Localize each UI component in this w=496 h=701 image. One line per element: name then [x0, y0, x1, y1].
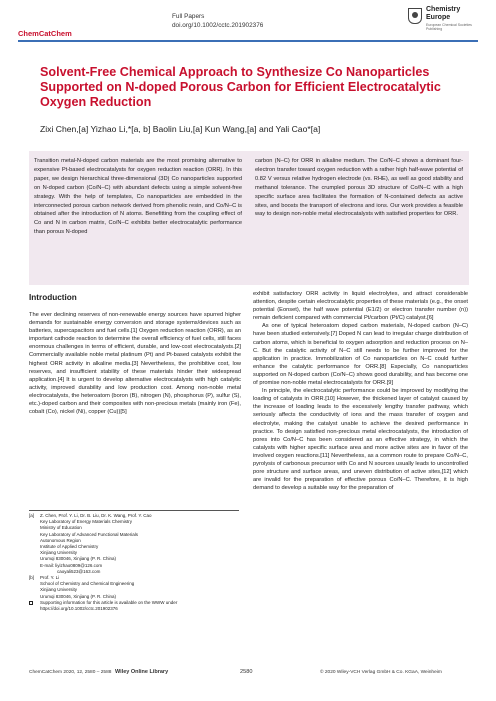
publisher-subtitle: European Chemical Societies Publishing: [426, 23, 472, 32]
publisher-logo: [408, 6, 488, 34]
article-type: Full Papers: [172, 13, 205, 20]
body-paragraph: exhibit satisfactory ORR activity in liquid electrolytes, and attract considerable attention, despite certain electrocatalytic properties of these materials (e.g., the onset potential (Eonset), the half wave potential (E1/2) or electron transfer number (n)) remain deficient compared with commercial Pt/carbon (Pt/C) catalyst.[6]: [253, 291, 468, 322]
journal-name: ChemCatChem: [18, 29, 72, 38]
footnote-a: [a] Z. Chen, Prof. Y. Li, Dr. B. Liu, Dr. K. Wang, Prof. Y. Cao Key Laboratory of Energy Materials Chemistry Ministry of Education Key Laboratory of Advanced Functional Materials Autonomous Region Institute of Applied Chemistry Xinjiang University Urumqi 830046, Xinjiang (P. R. China) E-mail: liyizhao0809@126.com caoyali523@163.com: [29, 513, 152, 574]
article-title: Solvent-Free Chemical Approach to Synthesize Co Nanoparticles Supported on N-doped Porous Carbon for Efficient Electrocatalytic Oxygen Reduction: [40, 65, 441, 109]
body-paragraph: The ever declining reserves of non-renewable energy sources have spurred higher demands for sustainable energy conversion and storage systems/devices such as batteries, supercapacitors and fuel cells.[1] Oxygen reduction reaction (ORR), as an important cathode reaction to determine the overall efficiency of fuel cells, still faces enormous challenges in terms of efficient, durable, and low-cost electrocatalysts.[2] Commercially available noble metal platinum (Pt) and Pt-based catalysts exhibit the highest ORR activity in alkaline media.[3] Nevertheless, the prohibitive cost, low reserves, and insufficient stability of these materials hinder their widespread application.[4] It is urgent to develop alternative electrocatalysts with high catalytic activity, improved durability and low production cost. Among non-noble metal electrocatalysts, the heteroatom (boron (B), nitrogen (N), phosphorus (P), sulfur (S), etc.)-doped carbon and their composites with non-precious metals (mainly iron (Fe), cobalt (Co), nickel (Ni), copper (Cu))[5]: [29, 312, 241, 416]
abstract-right: carbon (N–C) for ORR in alkaline medium. The Co/N–C shows a dominant four-electron transfer toward oxygen reduction with a rather high half-wave potential of 0.82 V versus relative hydrogen electrode (vs. RHE), as well as good stability and methanol tolerance. The crumpled porous 3D structure of Co/N–C with a high specific surface area facilitates the formation of N-contained defects as active sites, and boosts the transport of electrons and ions. Our work provides a feasible way to design non-noble metal electrocatalysts with satisfied properties for ORR.: [255, 158, 463, 218]
supporting-info-link[interactable]: https://doi.org/10.1002/cctc.201902376: [40, 606, 118, 612]
footer-citation: ChemCatChem 2020, 12, 2580 – 2588: [29, 670, 112, 675]
email-link[interactable]: E-mail: liyizhao0809@126.com: [40, 562, 103, 568]
checkbox-icon: [29, 601, 33, 605]
abstract-box: [29, 151, 469, 285]
publisher-name: Chemistry Europe: [426, 6, 461, 21]
footnote-b: [b] Prof. Y. Li School of Chemistry and Chemical Engineering Xinjiang University Urumqi 830046, Xinjiang (P. R. China): [29, 575, 135, 599]
author-list: Zixi Chen,[a] Yizhao Li,*[a, b] Baolin Liu,[a] Kun Wang,[a] and Yali Cao*[a]: [40, 124, 321, 134]
publisher-emblem-icon: [408, 8, 422, 24]
footnote-supporting-info: Supporting information for this article is available on the WWW under https://doi.org/10.1002/cctc.201902376: [29, 600, 241, 612]
page-number: 2580: [240, 669, 253, 675]
footer-wiley-link[interactable]: Wiley Online Library: [115, 669, 169, 675]
doi-link[interactable]: doi.org/10.1002/cctc.201902376: [172, 22, 264, 29]
email-link[interactable]: caoyali523@163.com: [57, 568, 101, 574]
body-column-right: [253, 290, 468, 492]
affiliation-footnotes: [29, 513, 241, 612]
section-heading-introduction: Introduction: [29, 293, 77, 302]
header-rule: [18, 40, 478, 42]
body-paragraph: As one of typical heteroatom doped carbon materials, N-doped carbon (N–C) have been studied extensively.[7] Doped N can lead to irregular charge distribution of carbon atoms, which is beneficial to oxygen adsorption and reduction process on N–C. But the catalytic activity of N–C still needs to be further improved for the application in practice. Immobilization of Co nanoparticles on N–C could further enhance the catalytic performance for ORR.[8] Especially, Co nanoparticles supported on N-doped carbon (Co/N–C) shows good durability, and has become one of promise non-noble metal electrocatalysts for ORR.[9]: [253, 323, 468, 387]
article-meta: [172, 12, 263, 30]
body-column-left: [29, 311, 241, 416]
footer-copyright: © 2020 Wiley-VCH Verlag GmbH & Co. KGaA, Weinheim: [320, 670, 442, 675]
footnote-rule: [29, 510, 239, 511]
body-paragraph: In principle, the electrocatalytic performance could be improved by modifying the loading of catalysts in ORR.[10] However, the thickened layer of catalyst caused by the increase of loading leads to the excessively lengthy transfer pathway, which seriously affects the conductivity of ions and the mass transfer of oxygen and electrolyte, making the catalyst unable to achieve the desired performance in practice. To design satisfied non-precious metal electrocatalysts, the introduction of pores into Co/N–C has been considered as an effective strategy, in which the catalysts with higher specific surface area and more active sites are in favor of the involved oxygen reactions.[11] Nevertheless, as a common route to prepare Co/N–C, pyrolysis of carbonous precursor with Co and N sources usually leads to uncontrolled pore structure and surface areas, and uneven distribution of active sites,[12] which are invalid for the preparation of effective porous Co/N–C. Therefore, it is high demand to develop a suitable way for the preparation of: [253, 388, 468, 492]
abstract-left: Transition metal-N-doped carbon materials are the most promising alternative to expensive Pt-based electrocatalysts for oxygen reduction reaction (ORR). In this paper, we design hierarchical three-dimensional (3D) Co nanoparticles supported on N-doped carbon (Co/N–C) with abundant defects using a simple solvent-free strategy. With the help of templates, Co nanoparticles are embedded in the interconnected porous carbon network derived from phenolic resin, and Co/N–C is obtained after the introduction of N atoms. Benefitting from the coupling effect of Co and N in carbon matrix, Co/N–C exhibits better electrocatalytic performance than porous N-doped: [34, 158, 242, 236]
